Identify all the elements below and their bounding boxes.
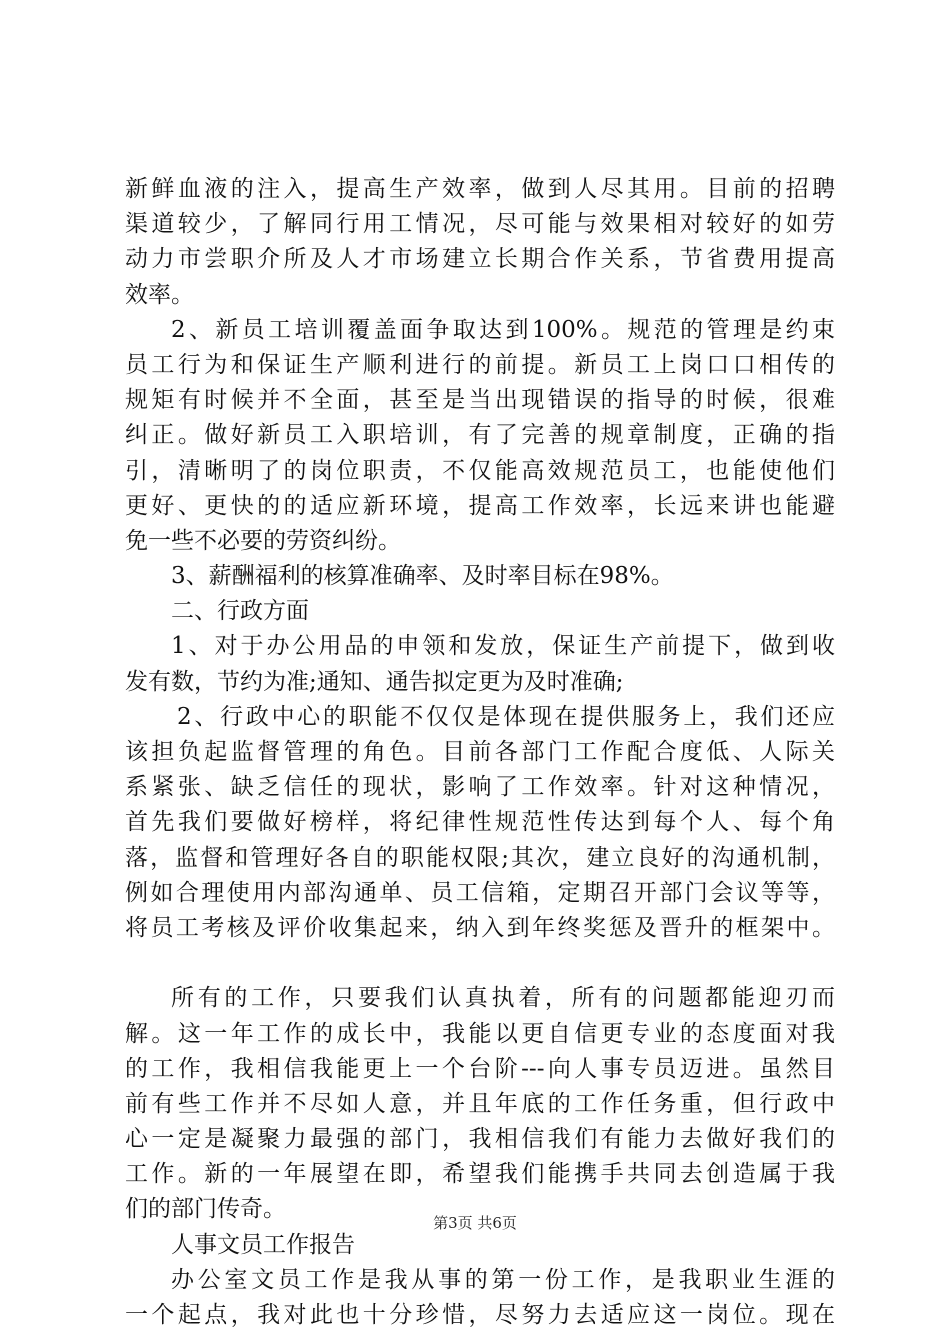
text-line: 一个起点，我对此也十分珍惜，尽努力去适应这一岗位。现在: [125, 1302, 835, 1328]
text-line: 例如合理使用内部沟通单、员工信箱，定期召开部门会议等等，: [125, 879, 835, 906]
text-line: 1、对于办公用品的申领和发放，保证生产前提下，做到收: [171, 633, 835, 660]
text-line: 3、薪酬福利的核算准确率、及时率目标在98%。: [171, 563, 674, 590]
text-line: 将员工考核及评价收集起来，纳入到年终奖惩及晋升的框架中。: [125, 914, 835, 941]
text-line: 办公室文员工作是我从事的第一份工作，是我职业生涯的: [171, 1266, 835, 1293]
text-line: 免一些不必要的劳资纠纷。: [125, 527, 401, 554]
document-body: [125, 172, 835, 1333]
text-line: 所有的工作，只要我们认真执着，所有的问题都能迎刃而: [171, 985, 835, 1012]
text-line: 引，清晰明了的岗位职责，不仅能高效规范员工，也能使他们: [125, 457, 835, 484]
text-line: 工作。新的一年展望在即，希望我们能携手共同去创造属于我: [125, 1161, 835, 1188]
page-number: 第3页 共6页: [433, 1214, 517, 1232]
text-line: 2、行政中心的职能不仅仅是体现在提供服务上，我们还应: [177, 703, 835, 730]
text-line: 首先我们要做好榜样，将纪律性规范性传达到每个人、每个角: [125, 809, 835, 836]
text-line: 效率。: [125, 281, 194, 308]
report-title: 人事文员工作报告: [171, 1231, 355, 1258]
text-line: 动力市尝职介所及人才市场建立长期合作关系，节省费用提高: [125, 246, 835, 273]
text-line: 解。这一年工作的成长中，我能以更自信更专业的态度面对我: [125, 1020, 835, 1047]
text-line: 该担负起监督管理的角色。目前各部门工作配合度低、人际关: [125, 739, 835, 765]
text-line: 们的部门传奇。: [125, 1196, 286, 1223]
paragraph-gap: [125, 946, 835, 981]
text-line: 员工行为和保证生产顺利进行的前提。新员工上岗口口相传的: [125, 351, 835, 378]
text-line: 规矩有时候并不全面，甚至是当出现错误的指导的时候，很难: [125, 387, 835, 414]
text-line: 更好、更快的的适应新环境，提高工作效率，长远来讲也能避: [125, 492, 835, 519]
text-line: 系紧张、缺乏信任的现状，影响了工作效率。针对这种情况，: [125, 774, 835, 801]
text-line: 发有数，节约为准;通知、通告拟定更为及时准确;: [125, 668, 624, 695]
text-line: 的工作，我相信我能更上一个台阶---向人事专员迈进。虽然目: [125, 1055, 835, 1082]
text-line: 落，监督和管理好各自的职能权限;其次，建立良好的沟通机制，: [125, 844, 835, 871]
text-line: 心一定是凝聚力最强的部门，我相信我们有能力去做好我们的: [125, 1126, 835, 1153]
text-line: 2、新员工培训覆盖面争取达到100%。规范的管理是约束: [171, 316, 835, 343]
text-line: 纠正。做好新员工入职培训，有了完善的规章制度，正确的指: [125, 422, 835, 449]
text-line: 前有些工作并不尽如人意，并且年底的工作任务重，但行政中: [125, 1090, 835, 1117]
section-heading: 二、行政方面: [171, 598, 309, 625]
text-line: 渠道较少，了解同行用工情况，尽可能与效果相对较好的如劳: [125, 211, 835, 238]
text-line: 新鲜血液的注入，提高生产效率，做到人尽其用。目前的招聘: [125, 176, 835, 202]
